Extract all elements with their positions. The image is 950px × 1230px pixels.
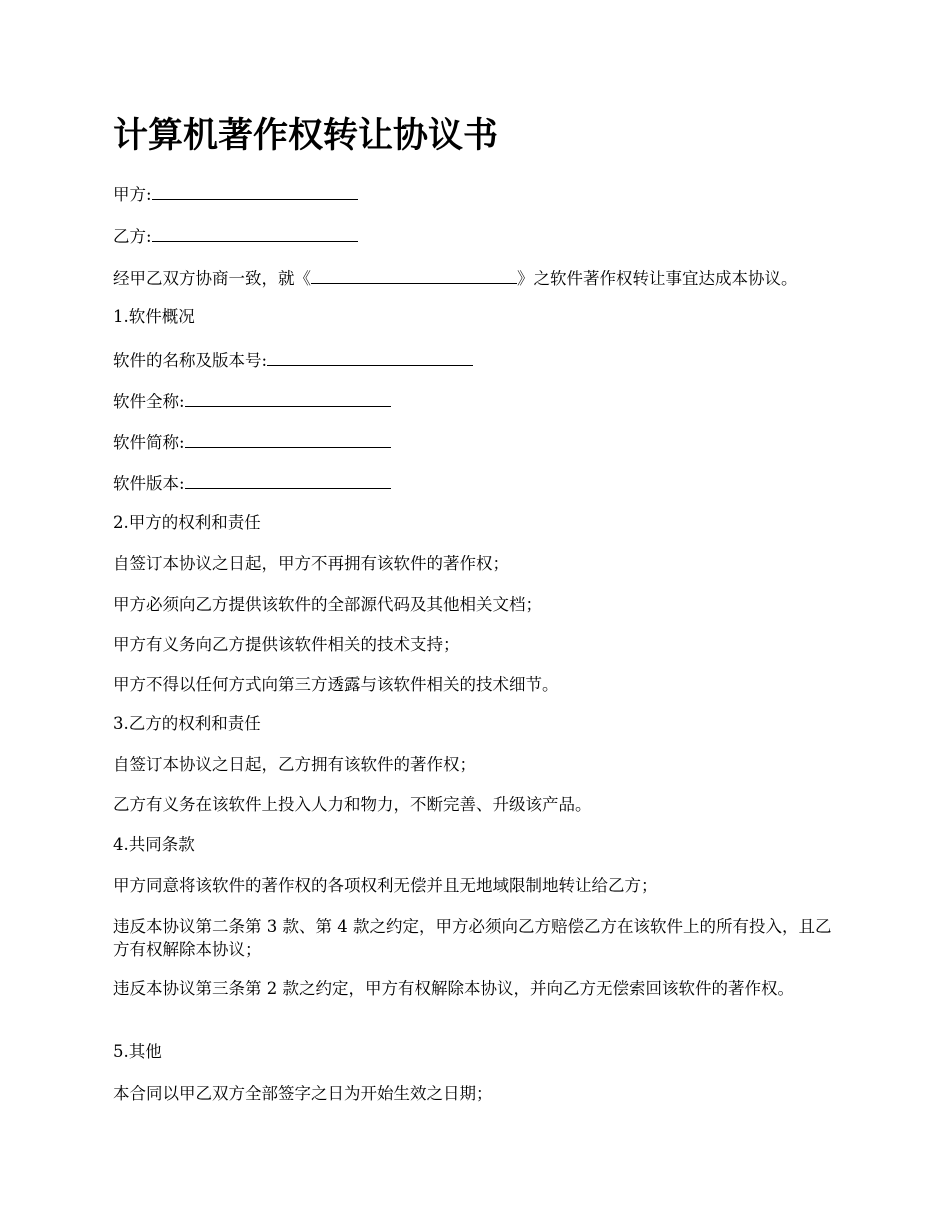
intro-line [113, 265, 843, 290]
party-a-blank[interactable] [152, 181, 358, 200]
section-5-item: 本合同以甲乙双方全部签字之日为开始生效之日期； [113, 1084, 493, 1103]
section-4-item: 违反本协议第二条第 3 款、第 4 款之约定，甲方必须向乙方赔偿乙方在该软件上的所有投入，且乙方有权解除本协议； [113, 917, 832, 959]
software-name-version-blank[interactable] [267, 347, 473, 366]
section-4-item: 甲方同意将该软件的著作权的各项权利无偿并且无地域限制地转让给乙方； [113, 876, 658, 895]
party-b-blank[interactable] [152, 223, 358, 242]
software-version-blank[interactable] [185, 470, 391, 489]
software-version-line [113, 470, 843, 495]
document-title: 计算机著作权转让协议书 [113, 116, 499, 156]
party-b-line [113, 223, 843, 248]
section-1-heading: 1.软件概况 [113, 307, 195, 326]
software-short-name-label: 软件简称: [113, 433, 185, 452]
software-full-name-line [113, 388, 843, 413]
party-b-label: 乙方: [113, 227, 152, 246]
software-version-label: 软件版本: [113, 474, 185, 493]
section-4-heading: 4.共同条款 [113, 835, 195, 854]
intro-before: 经甲乙双方协商一致，就《 [113, 269, 311, 288]
section-3-heading: 3.乙方的权利和责任 [113, 714, 261, 733]
software-short-name-blank[interactable] [185, 429, 391, 448]
party-a-label: 甲方: [113, 185, 152, 204]
software-name-version-label: 软件的名称及版本号: [113, 351, 268, 370]
section-5-heading: 5.其他 [113, 1042, 162, 1061]
software-short-name-line [113, 429, 843, 454]
section-3-item: 乙方有义务在该软件上投入人力和物力，不断完善、升级该产品。 [113, 795, 592, 814]
software-name-version-line [113, 347, 843, 372]
software-full-name-label: 软件全称: [113, 392, 185, 411]
section-2-item: 甲方有义务向乙方提供该软件相关的技术支持； [113, 635, 460, 654]
section-2-heading: 2.甲方的权利和责任 [113, 513, 261, 532]
section-2-item: 甲方不得以任何方式向第三方透露与该软件相关的技术细节。 [113, 675, 559, 694]
section-2-item: 甲方必须向乙方提供该软件的全部源代码及其他相关文档； [113, 595, 542, 614]
software-title-blank[interactable] [311, 265, 517, 284]
intro-after: 》之软件著作权转让事宜达成本协议。 [517, 269, 798, 288]
section-4-item: 违反本协议第三条第 2 款之约定，甲方有权解除本协议，并向乙方无偿索回该软件的著作权。 [113, 979, 794, 998]
section-3-item: 自签订本协议之日起，乙方拥有该软件的著作权； [113, 755, 476, 774]
section-2-item: 自签订本协议之日起，甲方不再拥有该软件的著作权； [113, 554, 509, 573]
party-a-line [113, 181, 843, 206]
software-full-name-blank[interactable] [185, 388, 391, 407]
